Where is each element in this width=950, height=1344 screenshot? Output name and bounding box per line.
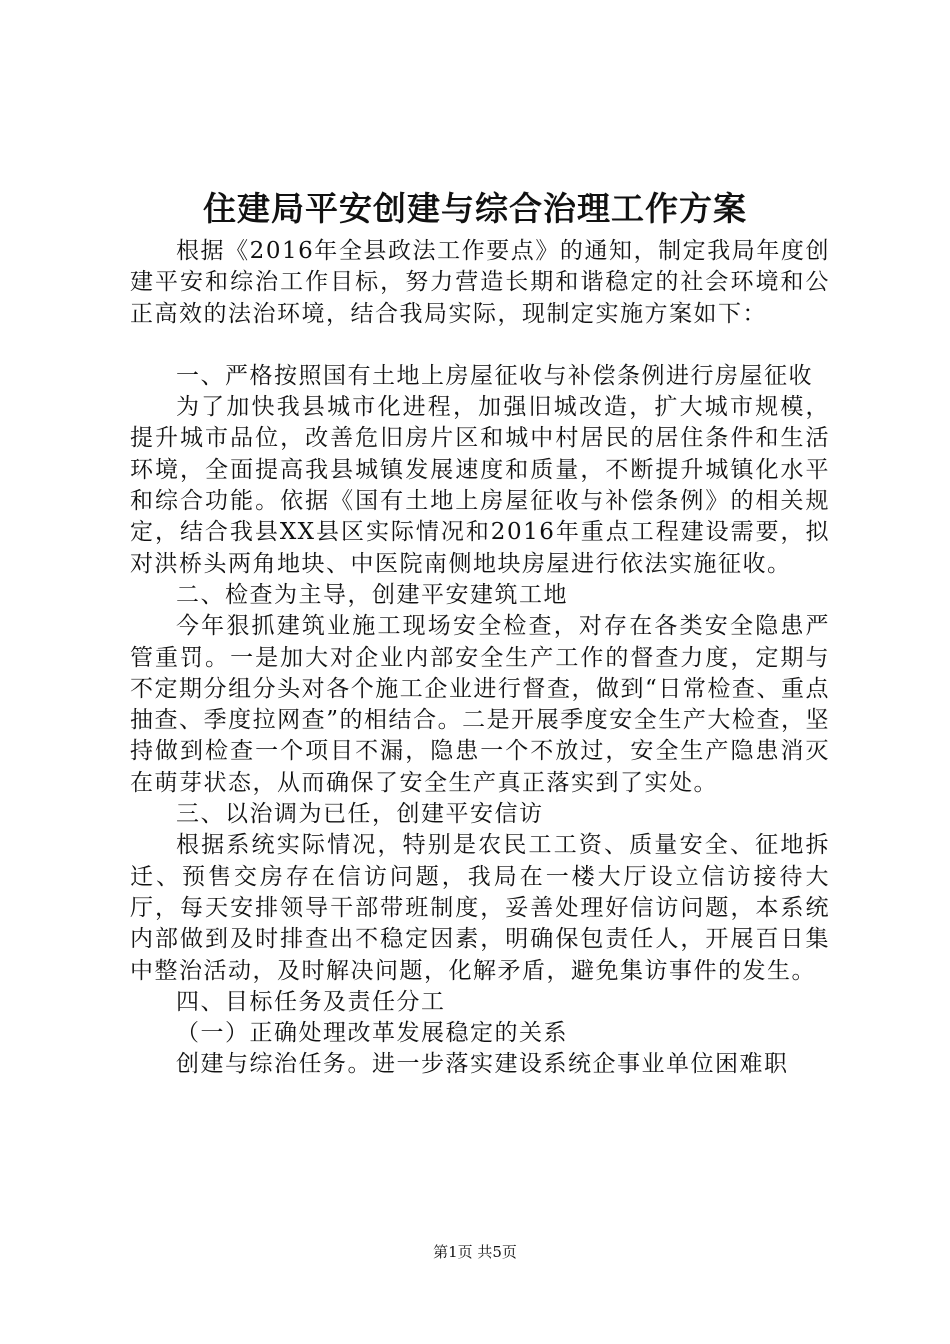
section-heading-3: 三、以治调为已任，创建平安信访 [176, 801, 544, 828]
section-paragraph-2: 今年狠抓建筑业施工现场安全检查，对存在各类安全隐患严管重罚。一是加大对企业内部安全生产工作的督查力度，定期与不定期分组分头对各个施工企业进行督查，做到“日常检查、重点抽查、季度拉网查”的相结合。二是开展季度安全生产大检查，坚持做到检查一个项目不漏，隐患一个不放过，安全生产隐患消灭在萌芽状态，从而确保了安全生产真正落实到了实处。 [130, 613, 830, 796]
section-paragraph-3: 根据系统实际情况，特别是农民工工资、质量安全、征地拆迁、预售交房存在信访问题，我局在一楼大厅设立信访接待大厅，每天安排领导干部带班制度，妥善处理好信访问题，本系统内部做到及时排查出不稳定因素，明确保包责任人，开展百日集中整治活动，及时解决问题，化解矛盾，避免集访事件的发生。 [130, 832, 830, 984]
page-number-footer: 第1页 共5页 [433, 1243, 517, 1261]
section-heading-1: 一、严格按照国有土地上房屋征收与补偿条例进行房屋征收 [176, 362, 813, 389]
document-body [130, 236, 830, 1081]
section-paragraph-1: 为了加快我县城市化进程，加强旧城改造，扩大城市规模，提升城市品位，改善危旧房片区和城中村居民的居住条件和生活环境，全面提高我县城镇发展速度和质量，不断提升城镇化水平和综合功能。依据《国有土地上房屋征收与补偿条例》的相关规定，结合我县XX县区实际情况和2016年重点工程建设需要，拟对洪桥头两角地块、中医院南侧地块房屋进行依法实施征收。 [130, 394, 830, 577]
section-heading-4: 四、目标任务及责任分工 [176, 988, 446, 1015]
intro-paragraph: 根据《2016年全县政法工作要点》的通知，制定我局年度创建平安和综治工作目标，努力营造长期和谐稳定的社会环境和公正高效的法治环境，结合我局实际，现制定实施方案如下： [130, 238, 830, 327]
document-title: 住建局平安创建与综合治理工作方案 [203, 189, 747, 228]
section-heading-2: 二、检查为主导，创建平安建筑工地 [176, 581, 568, 608]
subsection-paragraph-1: 创建与综治任务。进一步落实建设系统企事业单位困难职 [176, 1051, 789, 1078]
subsection-heading-1: （一）正确处理改革发展稳定的关系 [176, 1020, 568, 1047]
